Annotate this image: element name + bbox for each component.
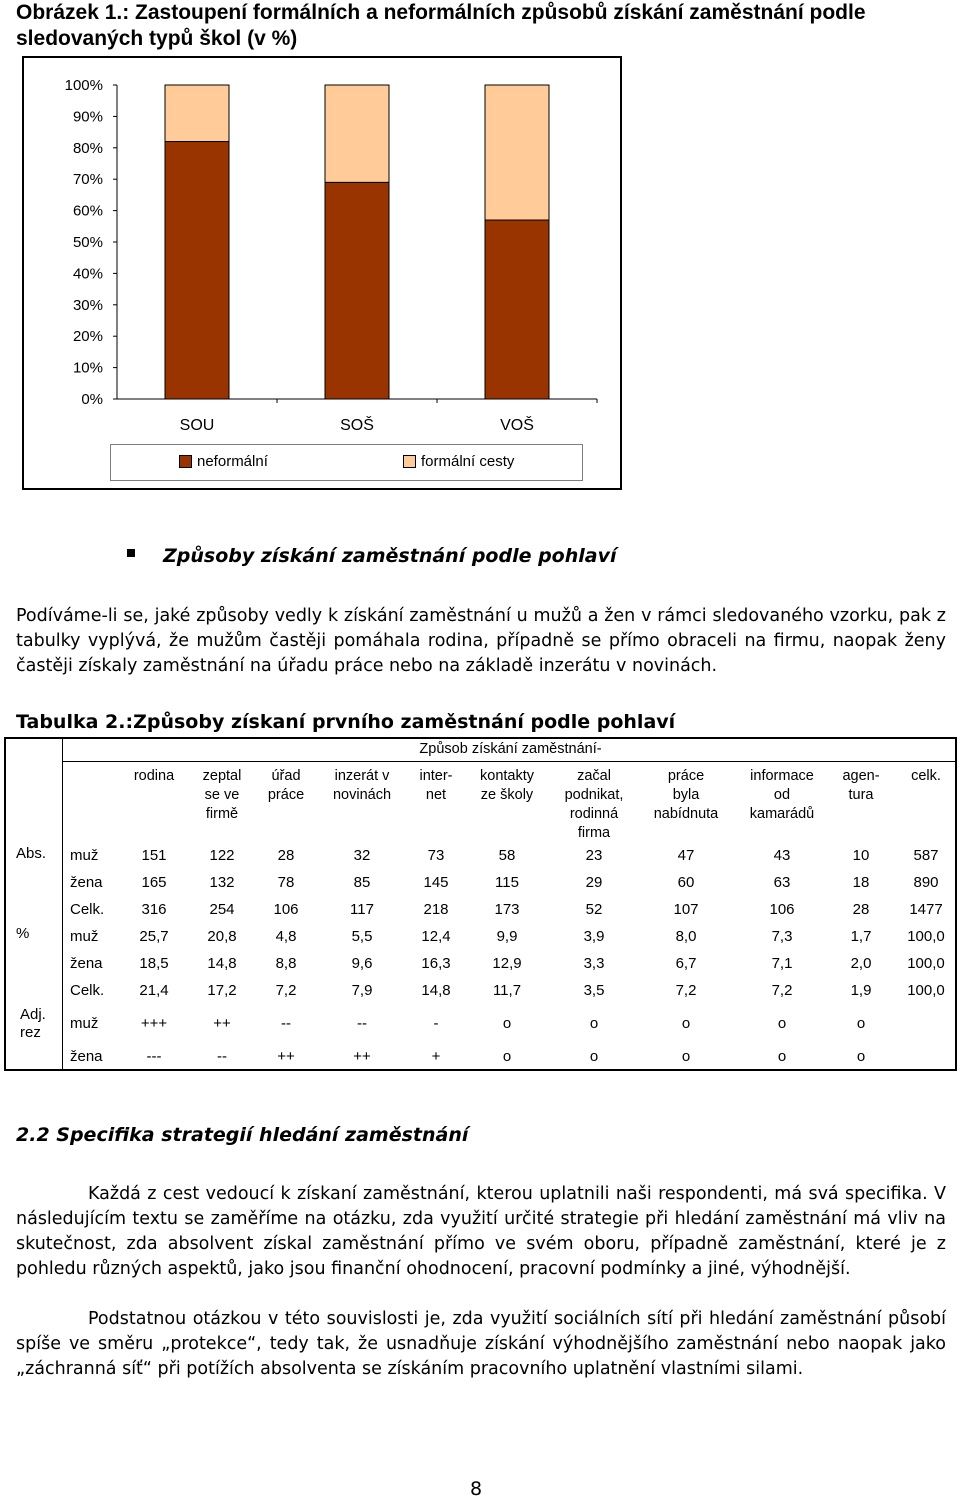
table-cell: ++ <box>353 1048 371 1065</box>
table-cell: --- <box>146 1048 162 1065</box>
figure-title: Obrázek 1.: Zastoupení formálních a neformálních způsobů získání zaměstnání podle sledovaných typů škol (v %) <box>16 1 866 50</box>
table-cell: o <box>589 1015 599 1032</box>
bar-VOŠ-formální-cesty <box>485 85 549 220</box>
section2-title: 2.2 Specifika strategií hledání zaměstnání <box>16 1124 469 1146</box>
table-cell: 254 <box>209 901 235 918</box>
table-cell: 18,5 <box>139 955 169 972</box>
data-table <box>4 737 957 1071</box>
table-cell: 100,0 <box>907 982 945 999</box>
row-label: Celk. <box>70 901 105 918</box>
column-header: agen- tura <box>842 768 880 803</box>
table-cell: 21,4 <box>139 982 169 999</box>
table-group-header: Způsob získání zaměstnání- <box>419 741 602 757</box>
bar-VOŠ-neformální <box>485 220 549 399</box>
table-cell: 2,0 <box>850 955 872 972</box>
y-tick-label: 10% <box>72 359 103 377</box>
table-cell: 52 <box>585 901 603 918</box>
column-header: inter- net <box>419 768 453 803</box>
table-cell: 23 <box>585 847 603 864</box>
table-cell: 3,5 <box>583 982 605 999</box>
table-cell: 8,0 <box>675 928 697 945</box>
table-cell: 1,7 <box>850 928 872 945</box>
table-cell: -- <box>217 1048 227 1065</box>
table-cell: o <box>681 1015 691 1032</box>
table-cell: 12,9 <box>492 955 522 972</box>
table-cell: 9,9 <box>496 928 518 945</box>
row-label: Celk. <box>70 982 105 999</box>
table-cell: 4,8 <box>275 928 297 945</box>
table-cell: o <box>681 1048 691 1065</box>
legend-item-neformalni <box>179 453 268 470</box>
table-cell: 28 <box>277 847 295 864</box>
table-cell: - <box>433 1015 439 1032</box>
table-cell: 32 <box>353 847 371 864</box>
table-cell: 60 <box>677 874 695 891</box>
table-cell: 3,9 <box>583 928 605 945</box>
table-cell: 16,3 <box>421 955 451 972</box>
paragraph-1: Podíváme-li se, jaké způsoby vedly k získání zaměstnání u mužů a žen v rámci sledovaného vzorku, pak z tabulky vyplývá, že mužům častěji pomáhala rodina, případně se přímo obraceli na firmu, naopak ženy častěji získaly zaměstnání na úřadu práce nebo na základě inzerátu v novinách. <box>16 606 946 676</box>
table-cell: o <box>856 1048 866 1065</box>
table-cell: 17,2 <box>207 982 237 999</box>
table-cell: 73 <box>427 847 445 864</box>
table-cell: 100,0 <box>907 928 945 945</box>
table-cell: 7,2 <box>675 982 697 999</box>
bar-SOU-neformální <box>165 142 229 399</box>
column-header: kontakty ze školy <box>480 768 534 803</box>
table-cell: 145 <box>423 874 449 891</box>
table-cell: -- <box>281 1015 291 1032</box>
paragraph-2 <box>16 1182 946 1282</box>
table-cell: 1477 <box>909 901 943 918</box>
table-cell: 7,9 <box>351 982 373 999</box>
bar-SOŠ-formální-cesty <box>325 85 389 182</box>
table-cell: 14,8 <box>421 982 451 999</box>
section-heading: Způsoby získání zaměstnání podle pohlaví <box>163 545 617 567</box>
legend-label-formalni: formální cesty <box>421 453 515 470</box>
paragraph-2-text: Každá z cest vedoucí k získaní zaměstnání, kterou uplatnili naši respondenti, má svá specifika. V následujícím textu se zaměříme na otázku, zda využití určité strategie při hledání zaměstnání má vliv na skutečnost, zda absolvent získal zaměstnání přímo ve svém oboru, případně zaměstnání, které je z pohledu různých aspektů, jako jsou finanční ohodnocení, pracovní podmínky a jiné, výhodnější. <box>16 1184 946 1279</box>
table-cell: 115 <box>495 874 519 891</box>
table-divider-vertical <box>62 739 63 1069</box>
column-header: informace od kamarádů <box>749 768 815 822</box>
bar-SOŠ-neformální <box>325 182 389 399</box>
table-cell: o <box>502 1048 512 1065</box>
table-cell: 9,6 <box>351 955 373 972</box>
bar-SOU-formální-cesty <box>165 85 229 142</box>
legend-swatch-formalni <box>403 455 416 468</box>
y-tick-label: 70% <box>72 171 103 189</box>
stacked-bar-chart <box>24 58 620 488</box>
table-cell: 7,2 <box>275 982 297 999</box>
table-divider-horizontal <box>62 761 955 762</box>
table-title: Tabulka 2.:Způsoby získaní prvního zaměstnání podle pohlaví <box>16 711 676 733</box>
row-label: muž <box>70 1015 99 1032</box>
table-cell: 316 <box>141 901 167 918</box>
y-tick-label: 90% <box>72 108 103 126</box>
y-tick-label: 30% <box>72 296 103 314</box>
legend-label-neformalni: neformální <box>197 453 268 470</box>
row-label: žena <box>70 1048 103 1065</box>
table-cell: 78 <box>277 874 295 891</box>
table-cell: 117 <box>350 901 374 918</box>
table-cell: 5,5 <box>351 928 373 945</box>
table-cell: 10 <box>852 847 870 864</box>
table-cell: 7,3 <box>771 928 793 945</box>
table-cell: 63 <box>773 874 791 891</box>
paragraph-3-text: Podstatnou otázkou v této souvislosti je, zda využití sociálních sítí při hledání zaměstnání působí spíše ve směru „protekce“, tedy tak, že usnadňuje získání výhodnějšího zaměstnání nebo naopak jako „záchranná síť“ při potížích absolventa se získáním pracovního uplatnění vlastními silami. <box>16 1309 946 1379</box>
table-cell: 18 <box>852 874 870 891</box>
table-cell: 587 <box>913 847 939 864</box>
table-cell: 6,7 <box>675 955 697 972</box>
column-header: začal podnikat, rodinná firma <box>564 768 624 841</box>
row-group-label: Abs. <box>16 845 47 862</box>
table-cell: 25,7 <box>139 928 169 945</box>
table-cell: 151 <box>141 847 167 864</box>
table-cell: 165 <box>141 874 167 891</box>
x-tick-label: VOŠ <box>500 417 534 434</box>
table-cell: 20,8 <box>207 928 237 945</box>
column-header: celk. <box>911 768 941 784</box>
table-cell: 132 <box>209 874 235 891</box>
table-cell: + <box>431 1048 441 1065</box>
table-cell: 85 <box>353 874 371 891</box>
table-cell: 3,3 <box>583 955 605 972</box>
table-cell: 106 <box>769 901 795 918</box>
table-cell: 218 <box>423 901 449 918</box>
table-cell: o <box>777 1015 787 1032</box>
table-cell: +++ <box>140 1015 168 1032</box>
table-cell: 122 <box>209 847 235 864</box>
x-tick-label: SOŠ <box>340 417 374 434</box>
column-header: rodina <box>133 768 175 784</box>
table-cell: o <box>589 1048 599 1065</box>
row-label: žena <box>70 874 103 891</box>
y-tick-label: 50% <box>72 234 103 251</box>
paragraph-3 <box>16 1307 946 1382</box>
chart-legend <box>110 444 583 481</box>
table-cell: 106 <box>273 901 299 918</box>
row-label: muž <box>70 847 99 864</box>
table-cell: 47 <box>677 847 695 864</box>
y-tick-label: 20% <box>72 328 103 346</box>
table-cell: 12,4 <box>421 928 451 945</box>
table-cell: 29 <box>585 874 603 891</box>
y-tick-label: 60% <box>72 202 103 220</box>
page-number: 8 <box>470 1478 483 1500</box>
table-cell: 11,7 <box>492 982 522 999</box>
row-group-label: Adj. rez <box>20 1006 46 1041</box>
y-tick-label: 80% <box>72 139 103 157</box>
y-tick-label: 100% <box>64 77 103 94</box>
column-header: práce byla nabídnuta <box>653 768 719 822</box>
legend-swatch-neformalni <box>179 455 192 468</box>
column-header: zeptal se ve firmě <box>202 768 242 822</box>
row-label: žena <box>70 955 103 972</box>
table-cell: -- <box>357 1015 367 1032</box>
table-cell: 1,9 <box>850 982 872 999</box>
column-header: úřad práce <box>267 768 305 803</box>
table-cell: o <box>777 1048 787 1065</box>
table-cell: 890 <box>913 874 939 891</box>
legend-item-formalni <box>403 453 514 470</box>
chart-frame <box>22 56 622 490</box>
table-cell: 7,1 <box>771 955 793 972</box>
table-cell: o <box>856 1015 866 1032</box>
table-cell: o <box>502 1015 512 1032</box>
table-cell: 7,2 <box>771 982 793 999</box>
table-cell: ++ <box>213 1015 231 1032</box>
bullet-icon <box>127 549 135 557</box>
y-tick-label: 40% <box>72 265 103 283</box>
row-label: muž <box>70 928 99 945</box>
table-cell: 8,8 <box>275 955 297 972</box>
table-cell: 14,8 <box>207 955 237 972</box>
table-cell: 58 <box>498 847 516 864</box>
y-tick-label: 0% <box>81 391 103 408</box>
column-header: inzerát v novinách <box>332 768 392 803</box>
table-cell: 100,0 <box>907 955 945 972</box>
table-cell: ++ <box>277 1048 295 1065</box>
x-tick-label: SOU <box>179 417 215 434</box>
row-group-label: % <box>16 925 30 942</box>
table-cell: 107 <box>673 901 699 918</box>
table-cell: 28 <box>852 901 870 918</box>
table-cell: 43 <box>773 847 791 864</box>
table-cell: 173 <box>494 901 520 918</box>
